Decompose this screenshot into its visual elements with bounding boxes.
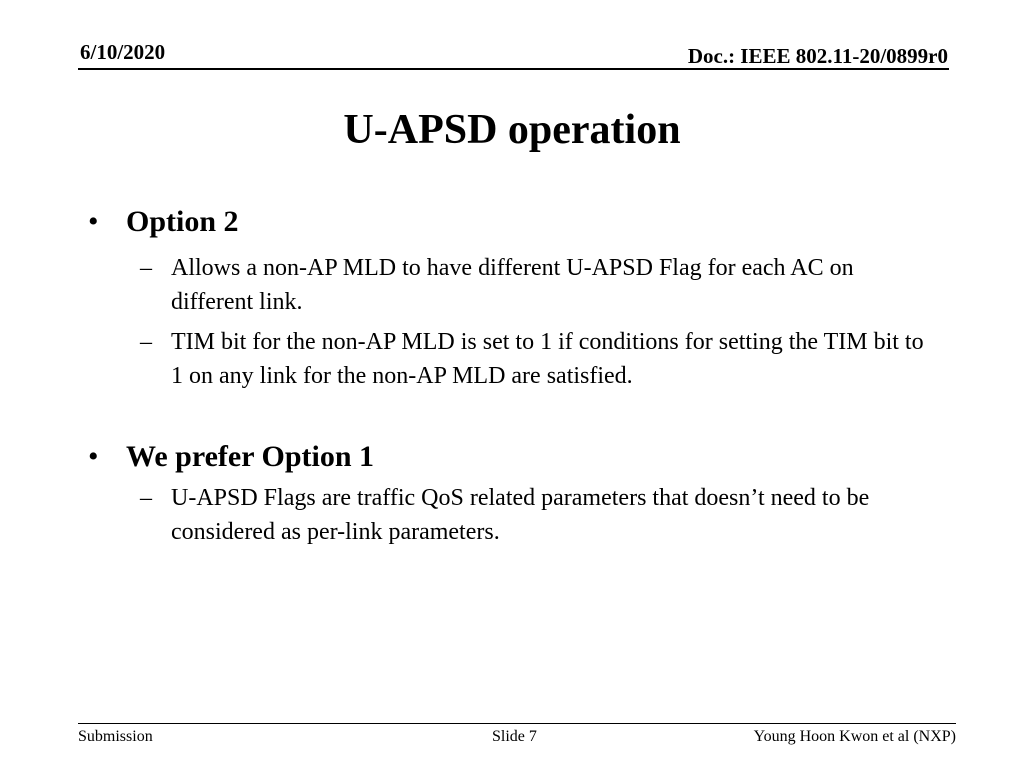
bullet-text: We prefer Option 1 [126,440,375,473]
sub-bullet [88,325,931,393]
sub-bullet [88,251,931,319]
bullet-prefer-option-1 [88,437,968,477]
sub-bullet-text: TIM bit for the non-AP MLD is set to 1 if conditions for setting the TIM bit to 1 on any link for the non-AP MLD are satisfied. [171,329,924,389]
footer-slide-number: Slide 7 [492,728,537,745]
footer-author: Young Hoon Kwon et al (NXP) [753,728,956,745]
bullet-dot-icon: • [88,440,99,473]
slide-body [88,202,968,549]
dash-icon: – [140,255,152,281]
bullet-dot-icon: • [88,205,99,238]
document-id: Doc.: IEEE 802.11-20/0899r0 [687,44,948,68]
sub-bullet [88,481,931,549]
dash-icon: – [140,329,152,355]
footer-submission: Submission [78,728,153,745]
sub-bullet-text: Allows a non-AP MLD to have different U-APSD Flag for each AC on different link. [171,255,854,315]
dash-icon: – [140,485,152,511]
sub-bullet-text: U-APSD Flags are traffic QoS related parameters that doesn’t need to be considered as per-link parameters. [171,485,870,545]
bullet-option-2 [88,202,968,242]
slide-title: U-APSD operation [343,107,681,153]
bullet-text: Option 2 [126,205,239,238]
footer-divider [78,723,956,724]
header-divider [78,68,949,70]
header-date: 6/10/2020 [80,40,166,64]
